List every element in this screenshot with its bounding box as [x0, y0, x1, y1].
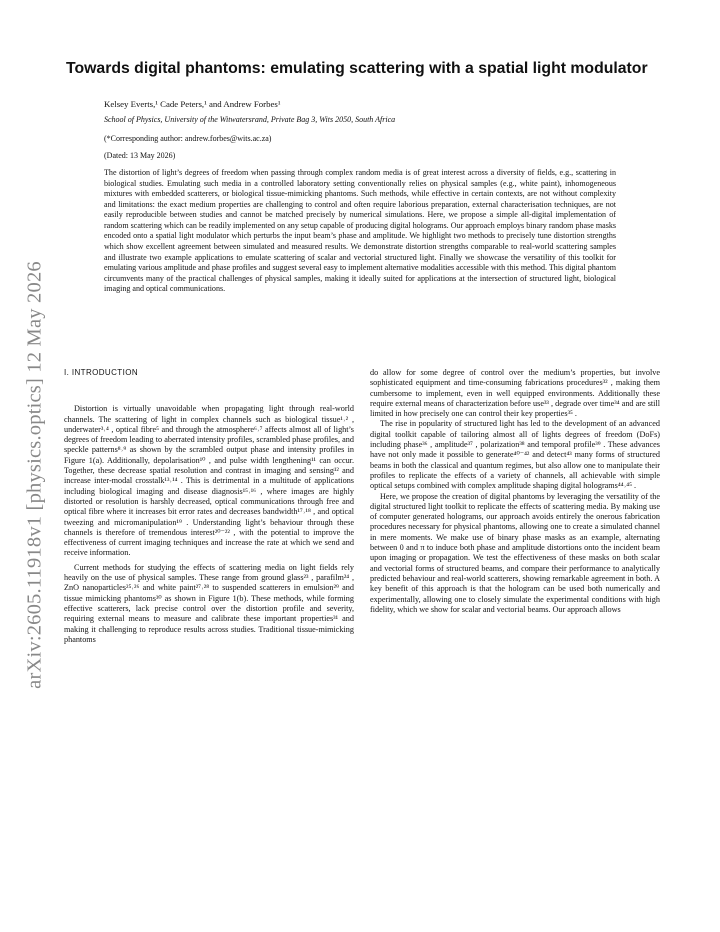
paragraph: Distortion is virtually unavoidable when propagating light through real-world channels. The scattering of light in complex channels such as biological tissue¹˒² , underwater³˒⁴ , optical fibre⁵ and through the atmosphere⁶˒⁷ affects almost all of light’s degrees of freedom leading to aberrated intensity profiles, scrambled phase profiles, and speckle patterns⁸˒⁹ as shown by the scrambled output phase and intensity profiles in Figure 1(a). Additionally, depolarisation¹⁰ , and pulse width lengthening¹¹ can occur. Together, these decrease spatial resolution and contrast in imaging and sensing¹² and increase inter-modal crosstalk¹³˒¹⁴ . This is detrimental in a multitude of applications including biological imaging and disease diagnosis¹⁵˒¹⁶ , where images are highly distorted or resolution is harshly decreased, optical communications through free and optical fibre where it increases bit error rates and decreases bandwidth¹⁷˒¹⁸ , and optical tweezing and micromanipulation¹⁹ . Understanding light’s behaviour through these channels is therefore of tremendous interest²⁰⁻²² , with the potential to improve the effectiveness of current imaging techniques and increase the rate at which we send and receive information.: [64, 404, 354, 558]
paragraph: do allow for some degree of control over the medium’s properties, but involve sophisticated equipment and time-consuming fabrications procedures³² , making them cumbersome to implement, even in well equipped environments. Additionally these require external means of characterization before use³³ , degrade over time³⁴ and are still limited in how precisely one can control their key properties³⁵ .: [370, 368, 660, 419]
paragraph: Current methods for studying the effects of scattering media on light fields rely heavily on the use of physical samples. These range from ground glass²³ , parafilm²⁴ , ZnO nanoparticles²⁵˒²⁶ and white paint²⁷˒²⁸ to suspended scatterers in emulsion²⁹ and tissue mimicking phantoms³⁰ as shown in Figure 1(b). These methods, while forming effective scatterers, lack precise control over the distortion profile and severity, requiring external means to measure and calibrate these important properties³¹ and making it challenging to reproduce results across studies. Traditional tissue-mimicking phantoms: [64, 562, 354, 644]
paper-title: Towards digital phantoms: emulating scattering with a spatial light modulator: [66, 60, 648, 77]
affiliation: School of Physics, University of the Witwatersrand, Private Bag 3, Wits 2050, South Africa: [104, 115, 396, 124]
dated-line: (Dated: 13 May 2026): [104, 151, 176, 160]
arxiv-identifier: [20, 215, 50, 735]
right-column: [370, 368, 660, 615]
author-list: Kelsey Everts,¹ Cade Peters,¹ and Andrew Forbes¹: [104, 99, 281, 109]
paragraph: Here, we propose the creation of digital phantoms by leveraging the versatility of the digital structured light toolkit to replicate the effects of scattering media. By making use of computer generated holograms, our approach avoids entirely the onerous fabrication procedures necessary for physical phantoms, allowing one to create a simulated channel in mere moments. We make use of binary phase masks as an example, alternating between 0 and π to induce both phase and amplitude distortions onto the incident beam upon imaging or propagation. We test the effectiveness of these masks on both scalar and vectorial forms of structured beams, and compare their performance to analytically predicted behaviour and real-world scatterers, showing remarkable agreement in both. A key benefit of this approach is that the hologram can be used both numerically and experimentally, allowing one to closely simulate the experimental conditions with high fidelity, which we show for scalar and vectorial beams. Our approach allows: [370, 491, 660, 614]
paragraph: The rise in popularity of structured light has led to the development of an advanced digital toolkit capable of tailoring almost all of lights degrees of freedom (DoFs) including phase³⁶ , amplitude³⁷ , polarization³⁸ and temporal profile³⁹ . These advances have not only made it possible to generate⁴⁰⁻⁴² and detect⁴³ many forms of structured beams in both the classical and quantum regimes, but also allow one to manipulate their profiles to replicate the effects of a variety of channels, all achievable with simple optical setups combined with complex amplitude shaping digital holograms⁴⁴˒⁴⁵ .: [370, 419, 660, 491]
abstract: The distortion of light’s degrees of freedom when passing through complex random media is of great interest across a diversity of fields, e.g., scattering in biological studies. Emulating such media in a controlled laboratory setting conventionally relies on physical samples (e.g., white paint), inhomogeneous mixtures with embedded scatterers, or biological tissue-mimicking phantoms. Such methods, while effective in certain contexts, are not without complexity and limitations: the exact medium properties are challenging to control and often require laborious preparation, external characterisation techniques, are not easily reproducible between studies and cannot be matched precisely by numerical simulations. Here, we propose a simple all-digital implementation of random scattering which can be readily implemented on any setup capable of producing digital holograms. Our approach employs binary random phase masks encoded onto a spatial light modulator which perturbs the input beam’s phase and amplitude. We highlight two methods to precisely tune distortion strengths which show excellent agreement between simulated and measured results. We demonstrate distortion strengths comparable to real-world scattering samples and illustrate two example applications to emulate scattering of scalar and vectorial structured light. Finally we showcase the versatility of this toolkit for emulating various amplitude and phase profiles and suggest several easy to implement alternative modalities accessible with this method. This digital phantom circumvents many of the practical challenges of physical samples, making it ideally suited for applications at the intersection of structured light, biological imaging and optical communications.: [104, 168, 616, 294]
left-column: [64, 368, 354, 645]
corresponding-author: (*Corresponding author: andrew.forbes@wits.ac.za): [104, 134, 272, 143]
arxiv-identifier-text: arXiv:2605.11918v1 [physics.optics] 12 May 2026: [23, 261, 46, 689]
section-heading-introduction: I. INTRODUCTION: [64, 368, 138, 377]
